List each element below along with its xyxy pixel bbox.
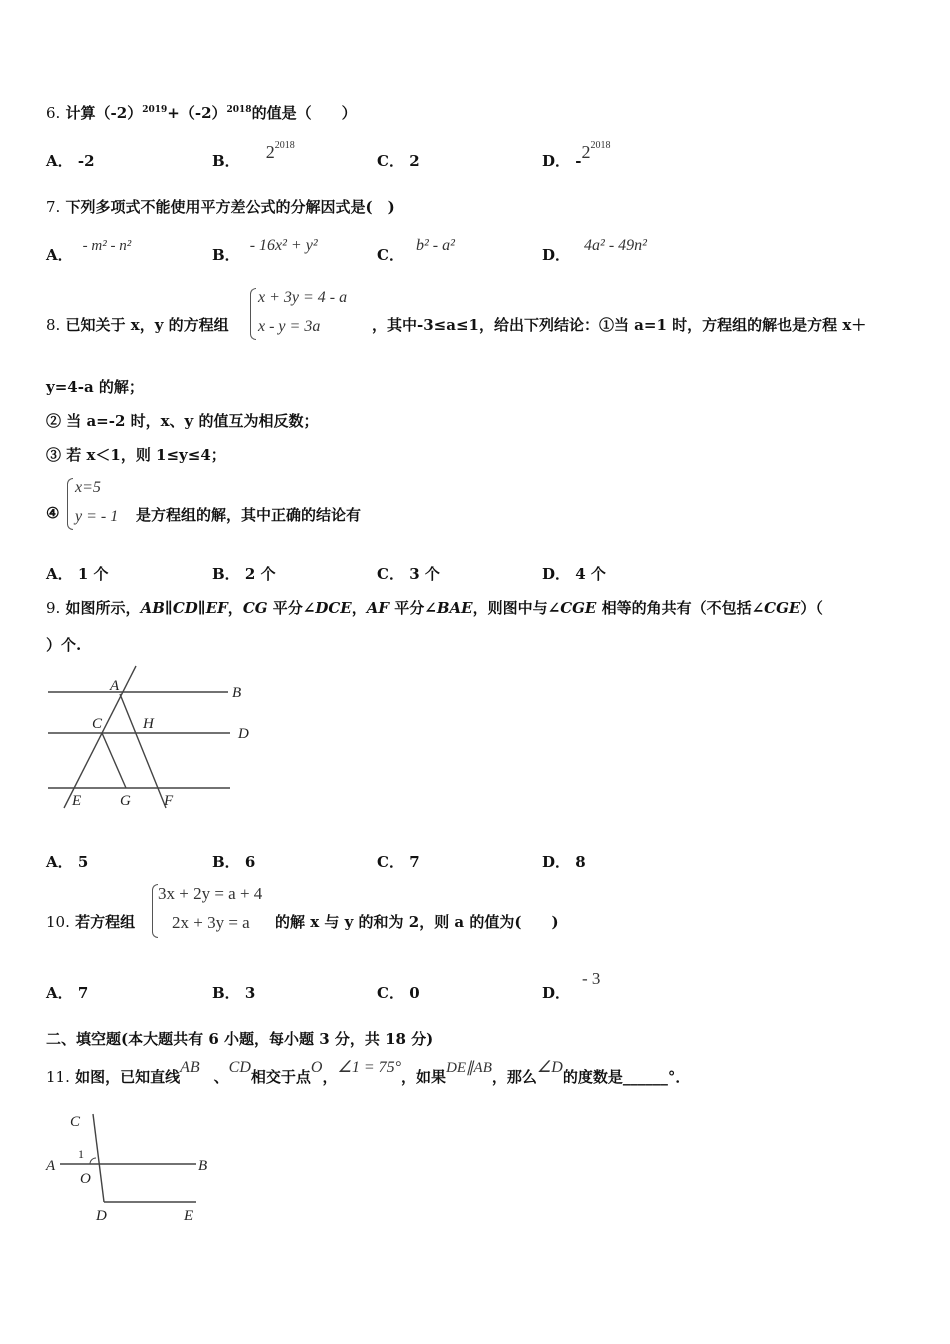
q7-stem xyxy=(46,196,395,217)
q8-s4-tail: 是方程组的解，其中正确的结论有 xyxy=(136,506,362,524)
section-2-title: 二、填空题(本大题共有 6 小题，每小题 3 分，共 18 分) xyxy=(46,1030,434,1048)
q10-stem: 10. 若方程组 xyxy=(46,913,136,931)
q8-option-b[interactable]: B． 2 个 xyxy=(212,565,276,583)
q7-number: 7. xyxy=(46,198,61,216)
q11-label-c: C xyxy=(70,1114,81,1130)
q9-line-cg xyxy=(102,733,126,788)
q6-option-c[interactable]: C． 2 xyxy=(377,152,420,170)
q6-option-a[interactable]: A． -2 xyxy=(46,152,95,170)
q8-s4-eq1: x=5 xyxy=(75,479,101,496)
q8-option-a[interactable]: A． 1 个 xyxy=(46,565,109,583)
q7-option-a[interactable]: A． - m² - n² xyxy=(46,238,132,264)
q8-tail: ，其中-3≤a≤1，给出下列结论：①当 a=1 时，方程组的解也是方程 x＋ xyxy=(372,316,867,334)
q6-exp1: 2019 xyxy=(142,105,168,115)
q10-option-a[interactable]: A． 7 xyxy=(46,984,89,1002)
q9-option-a[interactable]: A． 5 xyxy=(46,853,89,871)
q9-label-h: H xyxy=(143,716,154,732)
q8-option-c[interactable]: C． 3 个 xyxy=(377,565,440,583)
q11-label-e: E xyxy=(184,1208,194,1224)
q11-label-1: 1 xyxy=(78,1147,84,1161)
q9-label-f: F xyxy=(164,793,174,809)
q9-option-c[interactable]: C． 7 xyxy=(377,853,420,871)
q11-label-d: D xyxy=(96,1208,107,1224)
q9-line-af xyxy=(120,694,166,808)
q9-label-c: C xyxy=(92,716,103,732)
q8-eq2: x - y = 3a xyxy=(258,318,321,335)
q6-option-d[interactable]: D． $-2^{2018}$ xyxy=(542,140,611,170)
q7-option-c[interactable]: C．b² - a² xyxy=(377,237,455,264)
q8-statement-4-marker: ④ xyxy=(46,504,60,522)
q10-tail: 的解 x 与 y 的和为 2，则 a 的值为( ) xyxy=(275,913,559,931)
q8-line2: y=4-a 的解； xyxy=(46,378,144,396)
q10-option-b[interactable]: B． 3 xyxy=(212,984,256,1002)
q7-option-b[interactable]: B．- 16x² + y² xyxy=(212,237,318,264)
q9-stem: 9. 如图所示，AB∥CD∥EF，CG 平分∠DCE，AF 平分∠BAE，则图中与∠CGE 相等的角共有（不包括∠CGE）（ xyxy=(46,599,823,617)
q9-figure xyxy=(40,660,270,820)
q8-stem xyxy=(46,314,229,335)
q8-statement-2: ② 当 a=-2 时，x、y 的值互为相反数； xyxy=(46,412,319,430)
q6-number: 6. xyxy=(46,104,61,122)
q9-option-b[interactable]: B． 6 xyxy=(212,853,256,871)
q8-text: 已知关于 x，y 的方程组 xyxy=(65,316,229,334)
q9-label-e: E xyxy=(72,793,82,809)
q8-number: 8. xyxy=(46,316,61,334)
q9-label-d: D xyxy=(238,726,249,742)
q9-option-d[interactable]: D． 8 xyxy=(542,853,586,871)
q11-label-o: O xyxy=(80,1171,91,1187)
q6-stem xyxy=(46,102,357,123)
q7-option-d[interactable]: D．4a² - 49n² xyxy=(542,237,647,264)
q8-s4-brace xyxy=(67,478,73,530)
q10-eq2: 2x + 3y = a xyxy=(172,913,250,932)
q11-label-b: B xyxy=(198,1158,208,1174)
q6-tail: 的值是（ ） xyxy=(251,104,357,122)
q7-text: 下列多项式不能使用平方差公式的分解因式是( ) xyxy=(65,198,395,216)
q6-mid: +（-2） xyxy=(167,104,227,122)
q10-option-d[interactable]: D．- 3 xyxy=(542,969,601,1002)
q10-option-c[interactable]: C． 0 xyxy=(377,984,420,1002)
q6-text: 计算（-2） xyxy=(65,104,143,122)
q8-s4-eq2: y = - 1 xyxy=(75,508,119,525)
q9-line2: ）个. xyxy=(46,636,82,654)
q11-angle-arc xyxy=(90,1158,96,1164)
q8-option-d[interactable]: D． 4 个 xyxy=(542,565,606,583)
q8-statement-3: ③ 若 x＜1，则 1≤y≤4； xyxy=(46,446,226,464)
q8-system-brace xyxy=(250,288,256,340)
q9-label-g: G xyxy=(120,793,131,809)
q11-label-a: A xyxy=(46,1158,56,1174)
q11-stem: 11. 如图，已知直线AB、CD相交于点O，∠1 = 75°，如果DE∥AB，那么∠D的度数是______°． xyxy=(46,1059,691,1086)
q9-label-a: A xyxy=(110,678,120,694)
q11-figure xyxy=(40,1104,230,1229)
q8-eq1: x + 3y = 4 - a xyxy=(258,289,348,306)
q10-eq1: 3x + 2y = a + 4 xyxy=(158,884,263,903)
q9-label-b: B xyxy=(232,685,242,701)
q6-option-b[interactable]: B． $2^{2018}$ xyxy=(212,140,295,170)
q6-exp2: 2018 xyxy=(226,105,252,115)
